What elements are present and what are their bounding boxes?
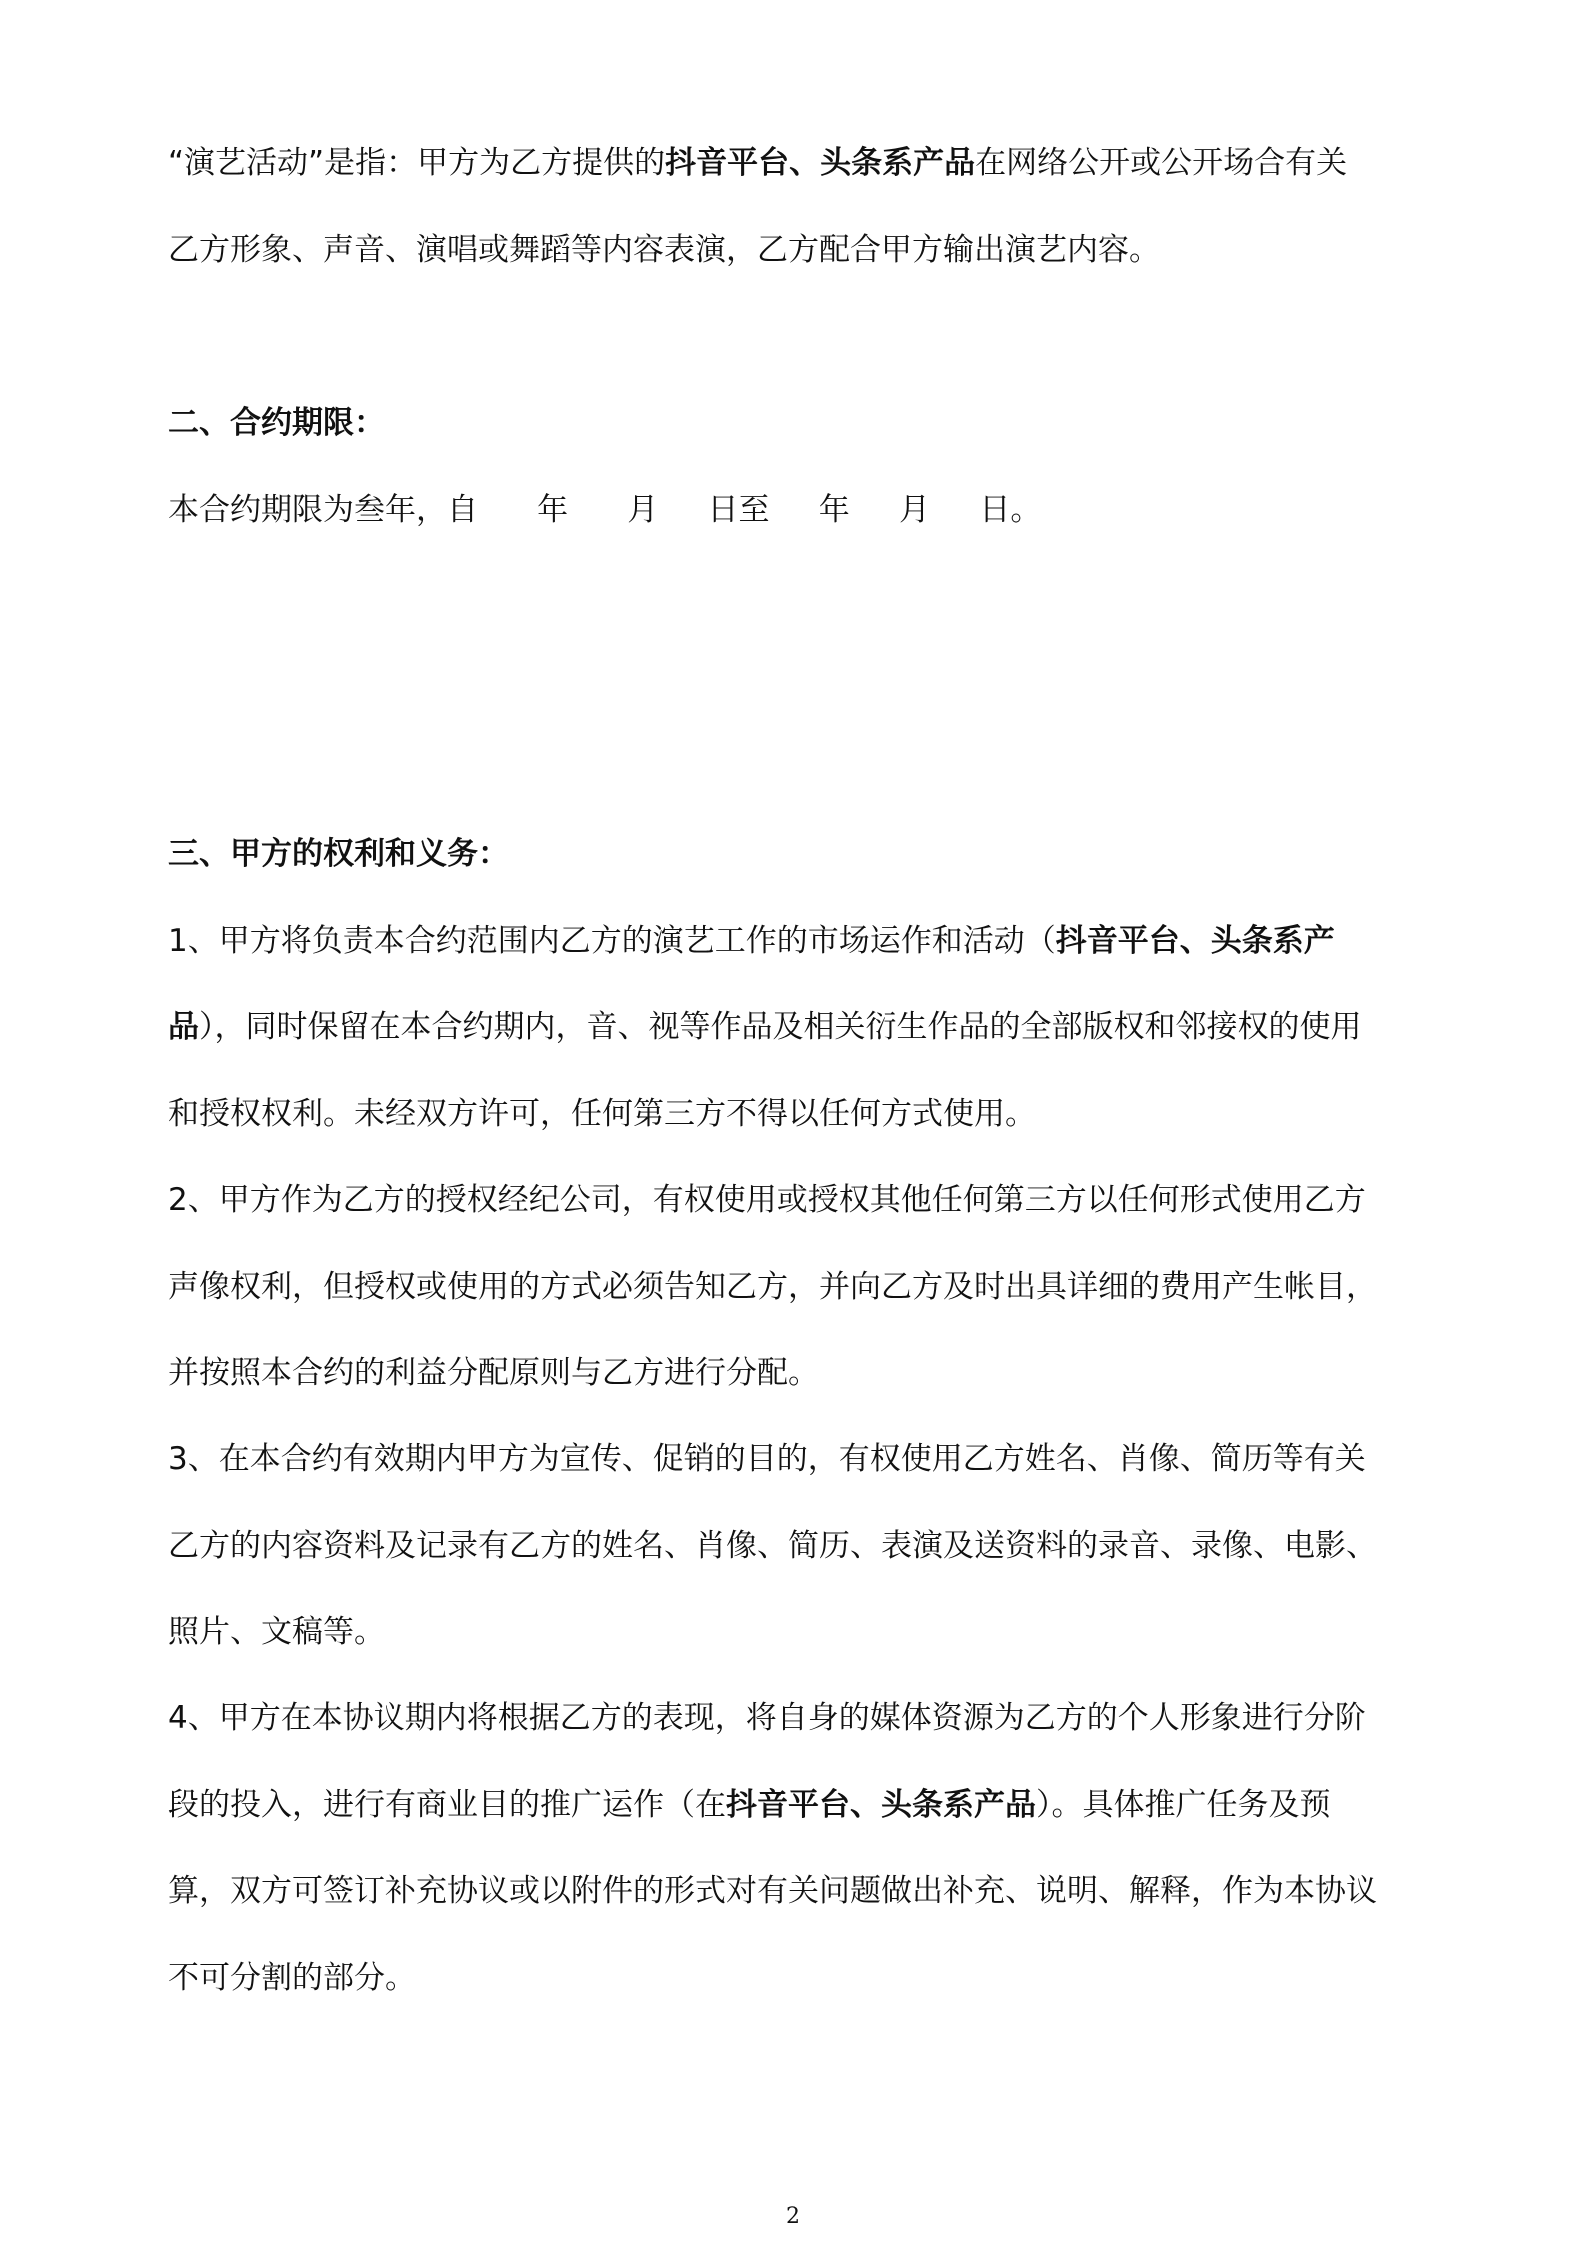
text-line <box>168 403 385 443</box>
text-run: 3、在本合约有效期内甲方为宣传、促销的目的，有权使用乙方姓名、肖像、简历等有关 <box>168 1441 1366 1477</box>
text-run: 本合约期限为叁年，自 年 月 日至 年 月 日。 <box>168 492 1042 528</box>
text-run: 和授权权利。未经双方许可，任何第三方不得以任何方式使用。 <box>168 1096 1036 1132</box>
bold-text-run: 抖音平台、头条系产品 <box>665 145 976 181</box>
text-line <box>168 834 509 874</box>
text-run: ），同时保留在本合约期内，音、视等作品及相关衍生作品的全部版权和邻接权的使用 <box>199 1009 1362 1045</box>
page-number: 2 <box>786 2204 800 2229</box>
text-run: 乙方的内容资料及记录有乙方的姓名、肖像、简历、表演及送资料的录音、录像、电影、 <box>168 1528 1377 1564</box>
text-line <box>168 1267 1377 1307</box>
text-line <box>168 1439 1366 1479</box>
text-line <box>168 1526 1377 1566</box>
bold-text-run: 二、合约期限： <box>168 405 385 441</box>
text-run: 并按照本合约的利益分配原则与乙方进行分配。 <box>168 1355 819 1391</box>
text-run: 4、甲方在本协议期内将根据乙方的表现，将自身的媒体资源为乙方的个人形象进行分阶 <box>168 1700 1366 1736</box>
text-line <box>168 1958 416 1998</box>
bold-text-run: 抖音平台、头条系产品 <box>726 1787 1036 1823</box>
text-run: 乙方形象、声音、演唱或舞蹈等内容表演，乙方配合甲方输出演艺内容。 <box>168 232 1160 268</box>
text-run: 1、甲方将负责本合约范围内乙方的演艺工作的市场运作和活动（ <box>168 923 1056 959</box>
text-run: 算，双方可签订补充协议或以附件的形式对有关问题做出补充、说明、解释，作为本协议 <box>168 1873 1377 1909</box>
text-line <box>168 230 1160 270</box>
text-line <box>168 1698 1366 1738</box>
text-run: 声像权利，但授权或使用的方式必须告知乙方，并向乙方及时出具详细的费用产生帐目， <box>168 1269 1377 1305</box>
text-run: 甲方为乙方提供的 <box>417 145 666 181</box>
text-line <box>168 1007 1362 1047</box>
text-line <box>168 1094 1036 1134</box>
text-run: “演艺活动”是指： <box>168 145 418 181</box>
text-run: 在网络公开或公开场合有关 <box>975 145 1348 181</box>
text-run: ）。具体推广任务及预 <box>1036 1787 1331 1823</box>
bold-text-run: 抖音平台、头条系产 <box>1055 923 1335 959</box>
text-line <box>168 1353 819 1393</box>
text-line <box>168 1612 385 1652</box>
text-run: 2、甲方作为乙方的授权经纪公司，有权使用或授权其他任何第三方以任何形式使用乙方 <box>168 1182 1366 1218</box>
text-line <box>168 490 1041 530</box>
text-line <box>168 921 1335 961</box>
bold-text-run: 品 <box>168 1009 199 1045</box>
text-run: 不可分割的部分。 <box>168 1960 416 1996</box>
text-line <box>168 1785 1331 1825</box>
text-line <box>168 1180 1366 1220</box>
bold-text-run: 三、甲方的权利和义务： <box>168 836 509 872</box>
text-line <box>168 1871 1377 1911</box>
text-run: 段的投入，进行有商业目的推广运作（在 <box>168 1787 726 1823</box>
text-run: 照片、文稿等。 <box>168 1614 385 1650</box>
text-line <box>168 143 1347 183</box>
